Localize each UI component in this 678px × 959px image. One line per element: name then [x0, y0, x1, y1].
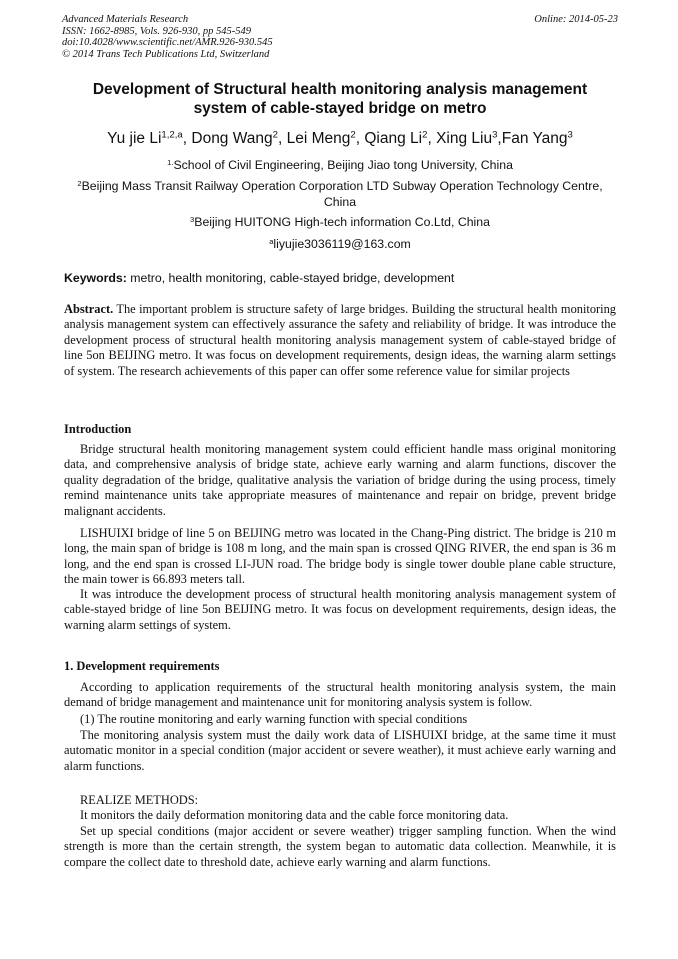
title-line-2: system of cable-stayed bridge on metro: [193, 100, 487, 117]
keywords: [64, 270, 616, 286]
journal-header: [62, 14, 618, 60]
doi-line: doi:10.4028/www.scientific.net/AMR.926-930.545: [62, 37, 273, 48]
affiliation-2: [64, 178, 616, 210]
author-sup: 3: [492, 129, 498, 141]
affiliation-2-line-1: Beijing Mass Transit Railway Operation Corporation LTD Subway Operation Technology Centre,: [81, 179, 603, 193]
author-sep: ,: [355, 130, 365, 147]
introduction-heading: Introduction: [64, 422, 132, 436]
author-name: Fan Yang: [501, 130, 568, 147]
affiliation-1: [64, 157, 616, 173]
introduction-paragraph-1: Bridge structural health monitoring management system could efficient handle mass original monitoring data, and comprehensive analysis of bridge state, achieve early warning and alarm functions, discover the quality degradation of the bridge, qualitative analysis the variation of bridge during the using process, timely remind maintenance units take appropriate measures of maintenance and repair on bridge, prevent bridge malignant accidents.: [64, 442, 616, 518]
section-1-paragraph-2: (1) The routine monitoring and early warning function with special conditions: [80, 712, 468, 726]
author-sep: ,: [182, 130, 192, 147]
email-text: liyujie3036119@163.com: [273, 237, 411, 251]
author-list: [64, 129, 616, 149]
author-name: Yu jie Li: [107, 130, 162, 147]
author-name: Dong Wang: [191, 130, 273, 147]
journal-name: Advanced Materials Research: [62, 14, 189, 25]
copyright-line: © 2014 Trans Tech Publications Ltd, Switzerland: [62, 48, 270, 60]
title-line-1: Development of Structural health monitoring analysis management: [92, 81, 588, 98]
section-1-paragraph-6: Set up special conditions (major accident or severe weather) trigger sampling function. When the wind strength is more than the certain strength, the system began to automatic data collection. Meanwhile, it is compare the collect date to threshold date, achieve early warning and alarm functions.: [64, 824, 616, 869]
author-sup: 3: [567, 129, 573, 141]
email-sup: a: [269, 236, 274, 246]
keywords-text: metro, health monitoring, cable-stayed bridge, development: [126, 271, 455, 285]
section-1-paragraph-5: It monitors the daily deformation monitoring data and the cable force monitoring data.: [80, 808, 509, 822]
paper-title: [64, 80, 616, 118]
affiliation-2-sup: 2: [77, 178, 82, 188]
author-sep: ,: [497, 130, 502, 147]
author-name: Qiang Li: [364, 130, 423, 147]
affiliation-3-text: Beijing HUITONG High-tech information Co.Ltd, China: [194, 215, 490, 229]
affiliation-2-line-2: China: [323, 195, 357, 209]
issn-line: ISSN: 1662-8985, Vols. 926-930, pp 545-549: [62, 25, 251, 37]
affiliation-3: [64, 214, 616, 230]
introduction-paragraph-3: It was introduce the development process of structural health monitoring analysis management system of cable-stayed bridge of line 5on BEIJING metro. It was focus on development requirements, design ideas, the warning alarm settings of system.: [64, 587, 616, 632]
affiliation-3-sup: 3: [190, 214, 195, 224]
author-sup: 2: [422, 129, 428, 141]
section-1-heading: 1. Development requirements: [64, 659, 220, 673]
affiliation-1-text: School of Civil Engineering, Beijing Jiao tong University, China: [173, 158, 513, 172]
introduction-paragraph-2: LISHUIXI bridge of line 5 on BEIJING metro was located in the Chang-Ping district. The bridge is 210 m long, the main span of bridge is 108 m long, and the main span is crossed QING RIVER, the end span is 36 m long, and the end span is crossed LI-JUN road. The bridge body is single tower double plane cable structure, the main tower is 66.893 meters tall.: [64, 526, 616, 587]
keywords-label: Keywords:: [64, 271, 127, 285]
author-name: Xing Liu: [436, 130, 493, 147]
author-sep: ,: [278, 130, 287, 147]
abstract: [64, 302, 616, 379]
author-sup: 2: [272, 129, 278, 141]
abstract-label: Abstract.: [64, 302, 114, 316]
section-1-paragraph-4: REALIZE METHODS:: [80, 793, 199, 807]
section-1-paragraph-1: According to application requirements of the structural health monitoring analysis system, the main demand of bridge management and maintenance unit for monitoring analysis system is follow.: [64, 680, 616, 710]
author-name: Lei Meng: [286, 130, 351, 147]
author-sep: ,: [427, 130, 437, 147]
author-sup: 1,2,a: [161, 129, 183, 141]
affiliation-1-sup: 1.: [167, 157, 174, 167]
online-date: Online: 2014-05-23: [534, 14, 618, 25]
section-1-paragraph-3: The monitoring analysis system must the daily work data of LISHUIXI bridge, at the same time it must automatic monitor in a special condition (major accident or severe weather), it must achieve early warning and alarm functions.: [64, 728, 616, 773]
abstract-text: The important problem is structure safety of large bridges. Building the structural health monitoring analysis management system can effectively assurance the safety and reliability of bridge. It was introduce the development process of structural health monitoring analysis management system of cable-stayed bridge of line 5on BEIJING metro. It was focus on development requirements, design ideas, the warning alarm settings of system. The research achievements of this paper can offer some reference value for similar projects: [64, 302, 616, 378]
author-email: [64, 236, 616, 252]
author-sup: 2: [350, 129, 356, 141]
